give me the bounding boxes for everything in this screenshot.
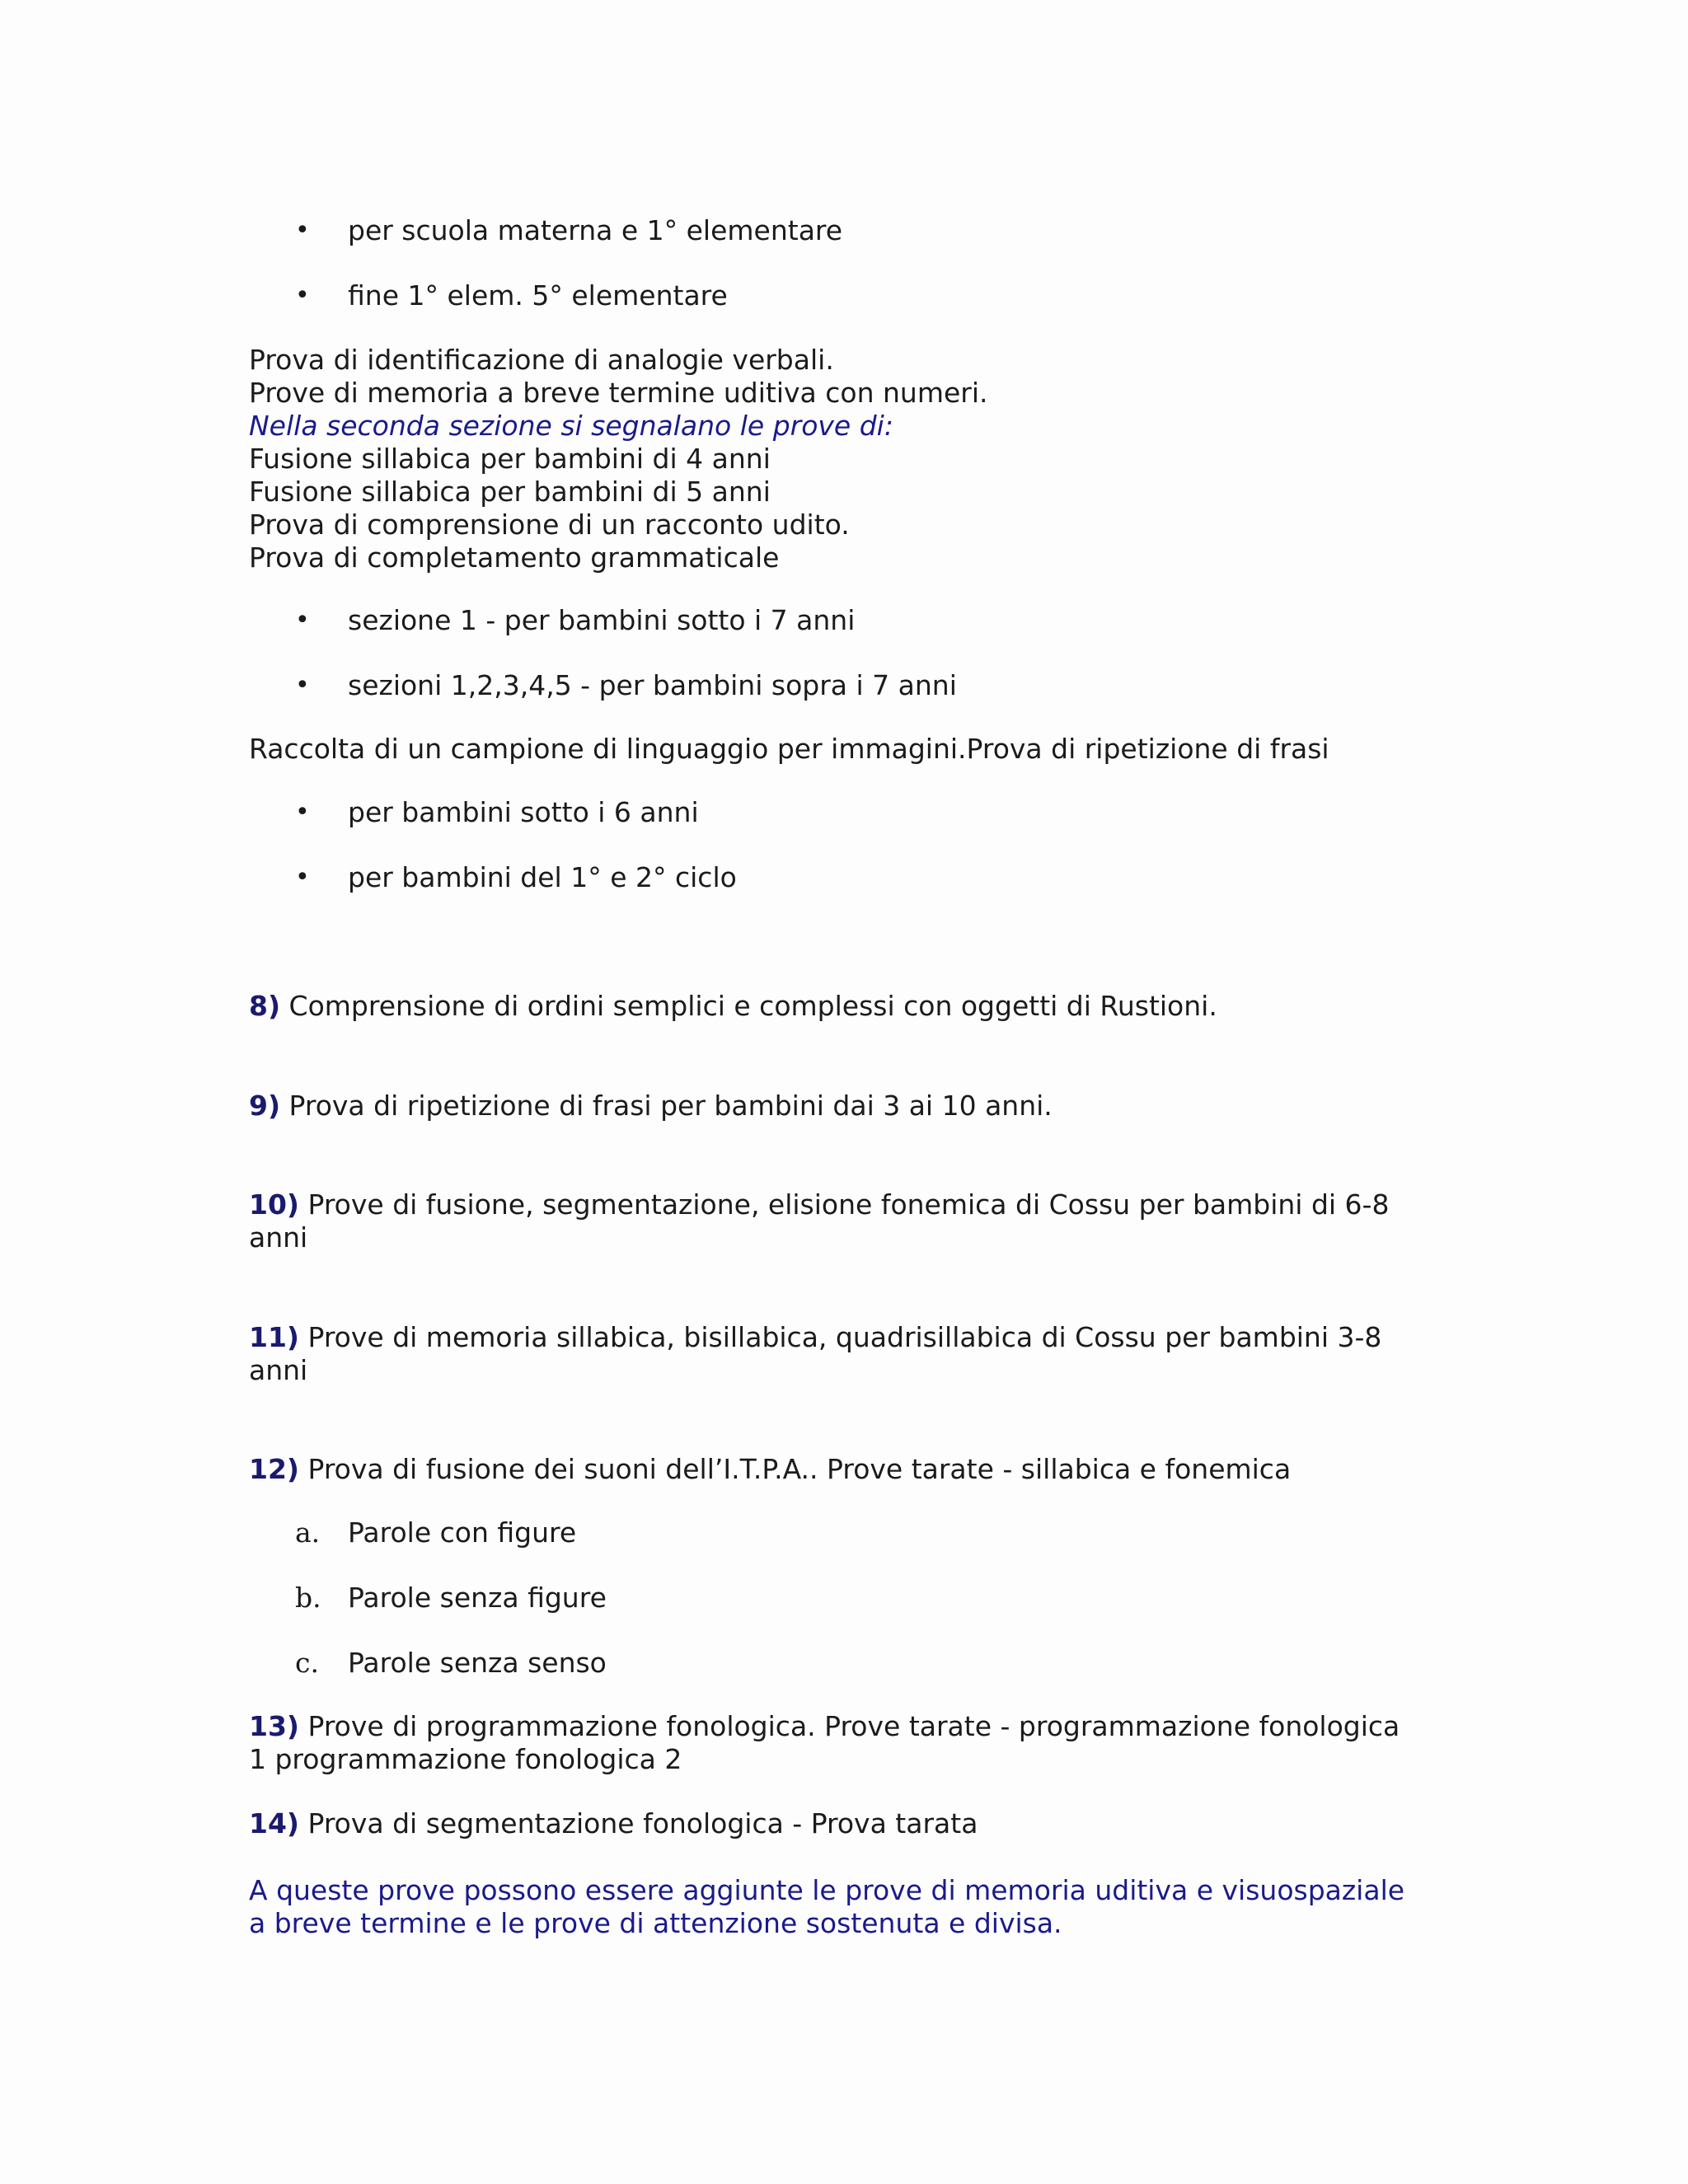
numbered-item-9 — [249, 1090, 1469, 1122]
item-number: 9) — [249, 1090, 281, 1122]
bullet-list-sections — [249, 604, 1469, 702]
bullet-icon: • — [295, 798, 310, 827]
tests-paragraph — [249, 344, 1469, 574]
list-item — [249, 1582, 1469, 1615]
text-line: Prova di comprensione di un racconto udito. — [249, 509, 850, 541]
document-content — [249, 214, 1469, 1940]
list-item-text: sezione 1 - per bambini sotto i 7 anni — [348, 604, 856, 636]
item-text-continued: 1 programmazione fonologica 2 — [249, 1743, 682, 1775]
item-number: 14) — [249, 1807, 300, 1840]
list-item-text: per scuola materna e 1° elementare — [348, 214, 843, 246]
list-item-text: fine 1° elem. 5° elementare — [348, 279, 728, 312]
text-line: Prove di memoria a breve termine uditiva con numeri. — [249, 377, 988, 409]
item-text: Comprensione di ordini semplici e complessi con oggetti di Rustioni. — [288, 990, 1217, 1022]
item-text-continued: anni — [249, 1221, 308, 1254]
bullet-list-ages — [249, 796, 1469, 894]
list-item-text: Parole con figure — [348, 1516, 577, 1549]
text-line: Raccolta di un campione di linguaggio per immagini.Prova di ripetizione di frasi — [249, 733, 1329, 765]
text-line: Prova di completamento grammaticale — [249, 541, 780, 574]
list-item-text: Parole senza senso — [348, 1647, 607, 1679]
item-text: Prova di fusione dei suoni dell’I.T.P.A.. Prove tarate - sillabica e fonemica — [307, 1453, 1292, 1485]
item-text: Prove di fusione, segmentazione, elisione fonemica di Cossu per bambini di 6-8 — [307, 1188, 1390, 1221]
list-item — [249, 279, 1469, 312]
text-line: A queste prove possono essere aggiunte le prove di memoria uditiva e visuospaziale — [249, 1874, 1405, 1906]
text-line: Prova di identificazione di analogie verbali. — [249, 344, 834, 376]
bullet-icon: • — [295, 671, 310, 700]
list-item-text: Parole senza figure — [348, 1582, 607, 1614]
item-number: 13) — [249, 1710, 300, 1742]
numbered-item-11 — [249, 1321, 1469, 1387]
list-item-text: per bambini del 1° e 2° ciclo — [348, 861, 737, 893]
numbered-item-10 — [249, 1188, 1469, 1254]
numbered-item-14 — [249, 1807, 1469, 1840]
bullet-icon: • — [295, 216, 310, 245]
text-line: Fusione sillabica per bambini di 4 anni — [249, 443, 771, 475]
item-number: 11) — [249, 1321, 300, 1353]
lettered-list-word-types — [249, 1516, 1469, 1680]
closing-note — [249, 1874, 1469, 1940]
list-item — [249, 214, 1469, 247]
bullet-icon: • — [295, 863, 310, 892]
numbered-item-12 — [249, 1453, 1469, 1486]
bullet-list-school-levels — [249, 214, 1469, 312]
list-item — [249, 669, 1469, 702]
list-item — [249, 796, 1469, 829]
numbered-item-8 — [249, 990, 1469, 1023]
item-text-continued: anni — [249, 1354, 308, 1386]
section-intro: Nella seconda sezione si segnalano le prove di: — [249, 410, 893, 442]
text-line: Fusione sillabica per bambini di 5 anni — [249, 476, 771, 508]
list-item-text: sezioni 1,2,3,4,5 - per bambini sopra i 7 anni — [348, 669, 957, 701]
list-item — [249, 1516, 1469, 1549]
item-text: Prove di programmazione fonologica. Prove tarate - programmazione fonologica — [307, 1710, 1400, 1742]
text-line: a breve termine e le prove di attenzione sostenuta e divisa. — [249, 1907, 1062, 1939]
list-marker: a. — [295, 1516, 321, 1549]
list-item-text: per bambini sotto i 6 anni — [348, 796, 699, 828]
bullet-icon: • — [295, 281, 310, 310]
bullet-icon: • — [295, 606, 310, 635]
list-marker: b. — [295, 1582, 321, 1614]
item-number: 8) — [249, 990, 281, 1022]
list-marker: c. — [295, 1647, 319, 1679]
numbered-item-13 — [249, 1710, 1469, 1776]
list-item — [249, 861, 1469, 894]
item-text: Prove di memoria sillabica, bisillabica, quadrisillabica di Cossu per bambini 3-8 — [307, 1321, 1382, 1353]
list-item — [249, 604, 1469, 637]
item-number: 10) — [249, 1188, 300, 1221]
item-number: 12) — [249, 1453, 300, 1485]
item-text: Prova di ripetizione di frasi per bambini dai 3 ai 10 anni. — [288, 1090, 1053, 1122]
item-text: Prova di segmentazione fonologica - Prova tarata — [307, 1807, 978, 1840]
list-item — [249, 1647, 1469, 1680]
